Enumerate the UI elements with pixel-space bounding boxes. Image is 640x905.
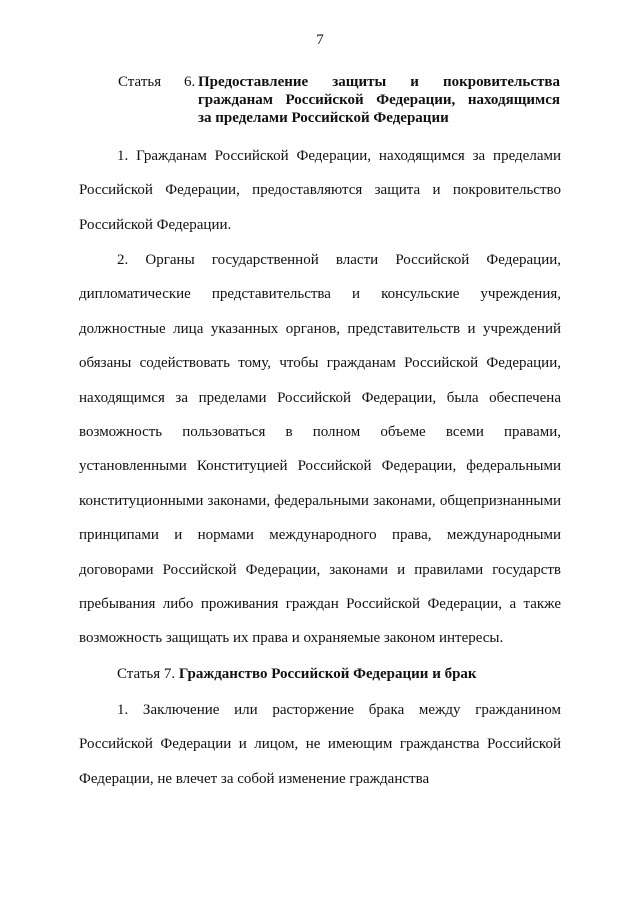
article-6-number: 6. bbox=[184, 74, 196, 90]
article-6-label: Статья bbox=[118, 74, 162, 90]
article-7-title: Гражданство Российской Федерации и брак bbox=[178, 666, 477, 682]
article-7-heading bbox=[117, 665, 477, 683]
article-6-paragraph-2: 2. Органы государственной власти Российской Федерации, дипломатические представительства и консульские учреждения, должностные лица указанных органов, представительств и учреждений обязаны содействовать тому, чтобы гражданам Российской Федерации, находящимся за пределами Российской Федерации, была обеспечена возможность пользоваться в полном объеме всеми правами, установленными Конституцией Российской Федерации, федеральными конституционными законами, федеральными законами, общепризнанными принципами и нормами международного права, международными договорами Российской Федерации, законами и правилами государств пребывания либо проживания граждан Российской Федерации, а также возможность защищать их права и охраняемые законом интересы. bbox=[79, 252, 561, 647]
article-6-title bbox=[198, 73, 560, 127]
article-6-title-line: за пределами Российской Федерации bbox=[198, 110, 449, 126]
page-number: 7 bbox=[316, 32, 324, 48]
article-7-paragraph-1: 1. Заключение или расторжение брака между гражданином Российской Федерации и лицом, не имеющим гражданства Российской Федерации, не влечет за собой изменение гражданства bbox=[79, 702, 561, 787]
article-6-paragraph-1: 1. Гражданам Российской Федерации, находящимся за пределами Российской Федерации, предоставляются защита и покровительство Российской Федерации. bbox=[79, 148, 561, 233]
article-6-title-line: гражданам Российской Федерации, находящимся bbox=[198, 92, 560, 108]
article-6-title-line: Предоставление защиты и покровительства bbox=[198, 74, 560, 90]
article-7-label: Статья 7. bbox=[117, 666, 176, 682]
